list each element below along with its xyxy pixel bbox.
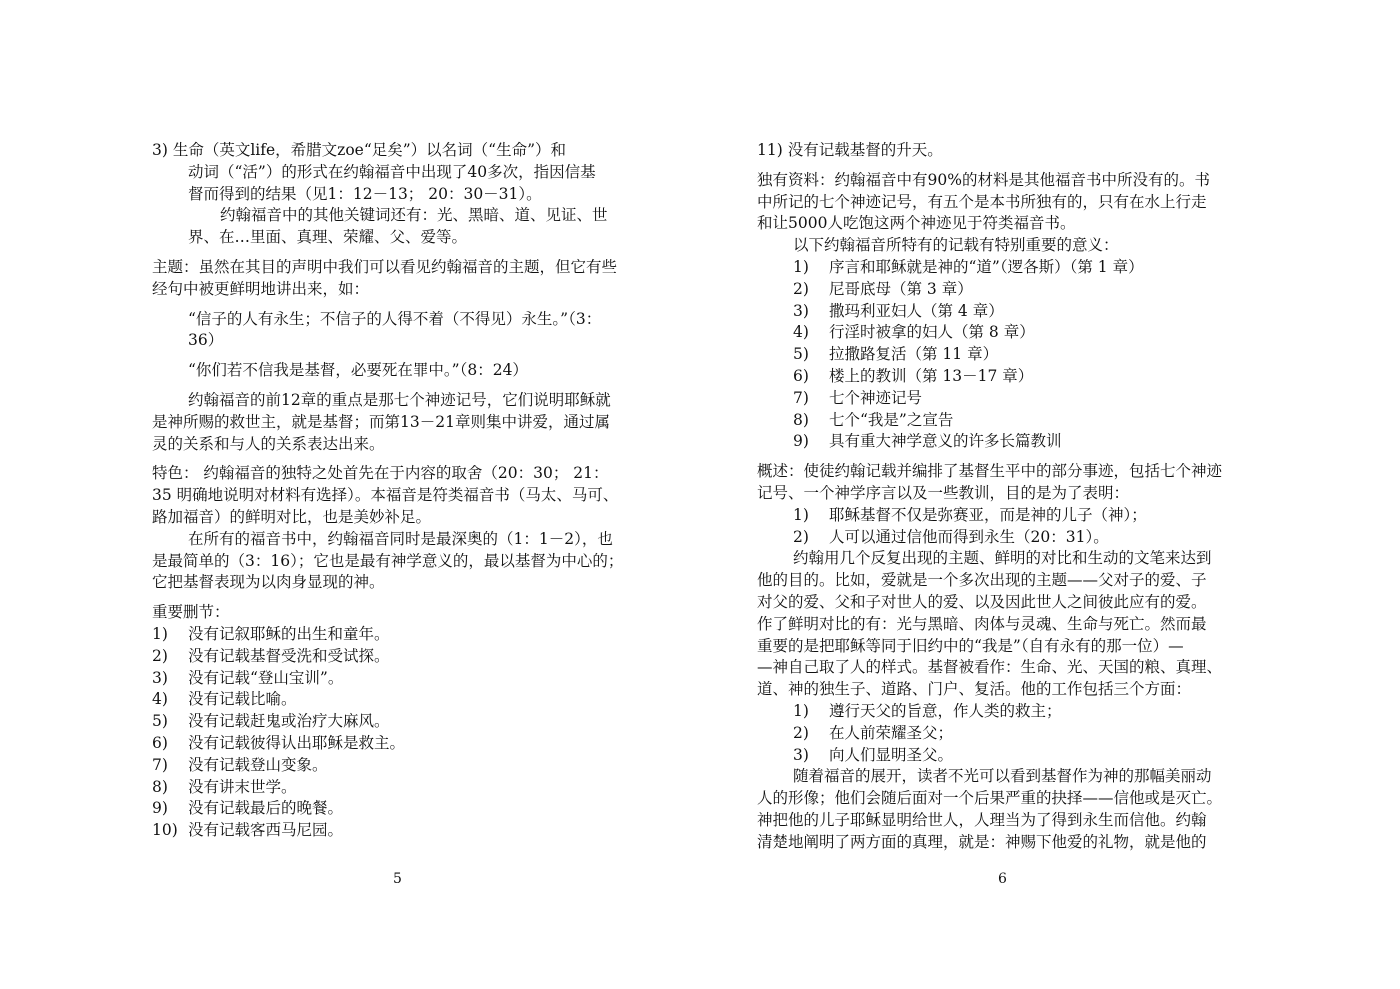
list-number: 3) — [793, 301, 809, 320]
text-line — [757, 745, 1251, 767]
text-line — [757, 192, 1251, 214]
line-text: 约翰福音的前12章的重点是那七个神迹记号，它们说明耶稣就 — [188, 390, 611, 409]
line-text: 作了鲜明对比的有：光与黑暗、肉体与灵魂、生命与死亡。然而最 — [757, 614, 1207, 633]
line-text: 没有记叙耶稣的出生和童年。 — [188, 624, 390, 643]
text-line — [757, 614, 1251, 636]
line-text: 没有记载登山变象。 — [188, 755, 328, 774]
list-number: 1) — [152, 624, 168, 643]
text-line — [152, 529, 646, 551]
text-line — [152, 646, 646, 668]
list-number: 4) — [793, 323, 809, 342]
line-text: 耶稣基督不仅是弥赛亚，而是神的儿子（神）； — [829, 505, 1147, 524]
line-text: —神自己取了人的样式。基督被看作：生命、光、天国的粮、真理、 — [757, 658, 1223, 677]
paragraph-gap — [152, 352, 646, 360]
line-text: 行淫时被拿的妇人（第 8 章） — [829, 323, 1035, 342]
text-line — [152, 330, 646, 352]
list-number: 2) — [793, 279, 809, 298]
text-line — [757, 505, 1251, 527]
list-number: 1) — [793, 701, 809, 720]
line-text: 是神所赐的救世主，就是基督；而第13－21章则集中讲爱，通过属 — [152, 412, 610, 431]
list-number: 4) — [152, 690, 168, 709]
list-number: 6) — [793, 366, 809, 385]
text-line — [757, 766, 1251, 788]
list-number: 7) — [793, 388, 809, 407]
text-line — [152, 162, 646, 184]
line-text: 界、在…里面、真理、荣耀、父、爱等。 — [188, 228, 468, 247]
line-text: 他的目的。比如，爱就是一个多次出现的主题——父对子的爱、子 — [757, 571, 1207, 590]
list-number: 1) — [793, 257, 809, 276]
text-line — [757, 723, 1251, 745]
page-number-left: 5 — [393, 871, 402, 887]
line-text: 以下约翰福音所特有的记载有特别重要的意义： — [793, 236, 1119, 255]
line-text: 遵行天父的旨意，作人类的救主； — [829, 701, 1062, 720]
page-number-right: 6 — [998, 871, 1007, 887]
line-text: 重要的是把耶稣等同于旧约中的“我是”（自有永有的那一位）— — [757, 636, 1184, 655]
text-line — [152, 309, 646, 331]
text-line — [757, 636, 1251, 658]
list-number: 7) — [152, 755, 168, 774]
text-line — [152, 551, 646, 573]
line-text: 向人们显明圣父。 — [829, 745, 954, 764]
list-number: 9) — [793, 432, 809, 451]
text-line — [757, 388, 1251, 410]
paragraph-gap — [757, 162, 1251, 170]
text-line — [152, 205, 646, 227]
line-text: 尼哥底母（第 3 章） — [829, 279, 973, 298]
text-line — [152, 434, 646, 456]
line-text: 灵的关系和与人的关系表达出来。 — [152, 434, 385, 453]
line-text: 11) 没有记载基督的升天。 — [757, 141, 943, 159]
text-line — [152, 485, 646, 507]
line-text: 对父的爱、父和子对世人的爱、以及因此世人之间彼此应有的爱。 — [757, 592, 1207, 611]
list-number: 10) — [152, 821, 178, 840]
text-line — [152, 668, 646, 690]
text-line — [757, 570, 1251, 592]
text-line — [757, 483, 1251, 505]
line-text: 没有记载“登山宝训”。 — [188, 668, 344, 687]
line-text: 没有记载基督受洗和受试探。 — [188, 646, 390, 665]
text-line — [757, 832, 1251, 854]
line-text: 特色： 约翰福音的独特之处首先在于内容的取舍（20：30； 21： — [152, 464, 609, 483]
line-text: 概述：使徒约翰记载并编排了基督生平中的部分事迹，包括七个神迹 — [757, 462, 1223, 481]
paragraph-gap — [152, 301, 646, 309]
line-text: 独有资料：约翰福音中有90%的材料是其他福音书中所没有的。书 — [757, 170, 1210, 189]
text-line — [152, 624, 646, 646]
text-line — [757, 344, 1251, 366]
line-text: 它把基督表现为以肉身显现的神。 — [152, 573, 385, 592]
line-text: 36） — [188, 331, 224, 350]
text-line — [757, 410, 1251, 432]
list-number: 8) — [793, 410, 809, 429]
text-line — [152, 711, 646, 733]
list-number: 3) — [152, 668, 168, 687]
line-text: 没有记载赶鬼或治疗大麻风。 — [188, 712, 390, 731]
line-text: 人的形像；他们会随后面对一个后果严重的抉择——信他或是灭亡。 — [757, 789, 1223, 808]
text-line — [757, 322, 1251, 344]
line-text: 清楚地阐明了两方面的真理，就是：神赐下他爱的礼物，就是他的 — [757, 832, 1207, 851]
paragraph-gap — [757, 453, 1251, 461]
text-line — [757, 701, 1251, 723]
line-text: 重要删节： — [152, 603, 230, 622]
text-line — [152, 140, 646, 162]
line-text: 记号、一个神学序言以及一些教训，目的是为了表明： — [757, 483, 1130, 502]
line-text: 没有讲末世学。 — [188, 777, 297, 796]
line-text: 动词（“活”）的形式在约翰福音中出现了40多次，指因信基 — [188, 162, 596, 181]
line-text: 主题：虽然在其目的声明中我们可以看见约翰福音的主题，但它有些 — [152, 257, 618, 276]
list-number: 2) — [152, 646, 168, 665]
text-line — [152, 227, 646, 249]
line-text: 路加福音）的鲜明对比，也是美妙补足。 — [152, 507, 432, 526]
text-line — [152, 463, 646, 485]
text-line — [757, 235, 1251, 257]
text-line — [757, 527, 1251, 549]
text-line — [757, 810, 1251, 832]
line-text: 约翰福音中的其他关键词还有：光、黑暗、道、见证、世 — [220, 206, 608, 225]
list-number: 8) — [152, 777, 168, 796]
line-text: 没有记载比喻。 — [188, 690, 297, 709]
line-text: 没有记载客西马尼园。 — [188, 821, 344, 840]
text-line — [757, 366, 1251, 388]
line-text: 七个“我是”之宣告 — [829, 410, 954, 429]
line-text: 没有记载彼得认出耶稣是救主。 — [188, 733, 406, 752]
text-line — [757, 592, 1251, 614]
text-line — [152, 689, 646, 711]
line-text: 随着福音的展开，读者不光可以看到基督作为神的那幅美丽动 — [793, 767, 1212, 786]
right-page — [757, 140, 1251, 854]
text-line — [152, 798, 646, 820]
text-line — [757, 140, 1251, 162]
paragraph-gap — [152, 249, 646, 257]
text-line — [757, 657, 1251, 679]
text-line — [757, 213, 1251, 235]
line-text: 序言和耶稣就是神的“道”（逻各斯）（第 1 章） — [829, 257, 1144, 276]
text-line — [152, 820, 646, 842]
line-text: 在人前荣耀圣父； — [829, 723, 954, 742]
line-text: 道、神的独生子、道路、门户、复活。他的工作包括三个方面： — [757, 680, 1192, 699]
line-text: 没有记载最后的晚餐。 — [188, 799, 344, 818]
list-number: 9) — [152, 799, 168, 818]
line-text: 3) 生命（英文life，希腊文zoe“足矣”）以名词（“生命”）和 — [152, 141, 567, 159]
line-text: 具有重大神学意义的许多长篇教训 — [829, 432, 1062, 451]
line-text: 拉撒路复活（第 11 章） — [829, 345, 999, 364]
line-text: 督而得到的结果（见1：12－13； 20：30－31）。 — [188, 184, 542, 203]
text-line — [757, 279, 1251, 301]
text-line — [757, 301, 1251, 323]
text-line — [757, 170, 1251, 192]
line-text: 经句中被更鲜明地讲出来，如： — [152, 279, 370, 298]
text-line — [152, 733, 646, 755]
text-line — [152, 602, 646, 624]
text-line — [152, 390, 646, 412]
line-text: 人可以通过信他而得到永生（20：31）。 — [829, 527, 1109, 546]
text-line — [152, 777, 646, 799]
line-text: 神把他的儿子耶稣显明给世人，人理当为了得到永生而信他。约翰 — [757, 810, 1207, 829]
line-text: “信子的人有永生；不信子的人得不着（不得见）永生。”（3： — [188, 309, 602, 328]
line-text: 撒玛利亚妇人（第 4 章） — [829, 301, 1004, 320]
line-text: “你们若不信我是基督，必要死在罪中。”（8：24） — [188, 361, 528, 380]
line-text: 约翰用几个反复出现的主题、鲜明的对比和生动的文笔来达到 — [793, 549, 1212, 568]
text-line — [152, 412, 646, 434]
text-line — [152, 184, 646, 206]
paragraph-gap — [152, 455, 646, 463]
list-number: 2) — [793, 723, 809, 742]
line-text: 楼上的教训（第 13－17 章） — [829, 366, 1034, 385]
list-number: 2) — [793, 527, 809, 546]
text-line — [152, 572, 646, 594]
text-line — [152, 755, 646, 777]
list-number: 5) — [793, 345, 809, 364]
text-line — [152, 257, 646, 279]
text-line — [152, 360, 646, 382]
list-number: 1) — [793, 505, 809, 524]
text-line — [757, 679, 1251, 701]
left-page — [152, 140, 646, 842]
text-line — [757, 548, 1251, 570]
text-line — [757, 461, 1251, 483]
line-text: 七个神迹记号 — [829, 388, 923, 407]
text-line — [152, 507, 646, 529]
paragraph-gap — [152, 382, 646, 390]
list-number: 3) — [793, 745, 809, 764]
line-text: 在所有的福音书中，约翰福音同时是最深奥的（1：1－2），也 — [188, 529, 613, 548]
list-number: 5) — [152, 712, 168, 731]
line-text: 是最简单的（3：16）；它也是最有神学意义的，最以基督为中心的； — [152, 551, 624, 570]
text-line — [152, 279, 646, 301]
text-line — [757, 257, 1251, 279]
text-line — [757, 431, 1251, 453]
list-number: 6) — [152, 733, 168, 752]
line-text: 和让5000人吃饱这两个神迹见于符类福音书。 — [757, 214, 1076, 233]
line-text: 35 明确地说明对材料有选择）。本福音是符类福音书（马太、马可、 — [152, 486, 619, 505]
paragraph-gap — [152, 594, 646, 602]
text-line — [757, 788, 1251, 810]
line-text: 中所记的七个神迹记号，有五个是本书所独有的，只有在水上行走 — [757, 192, 1207, 211]
